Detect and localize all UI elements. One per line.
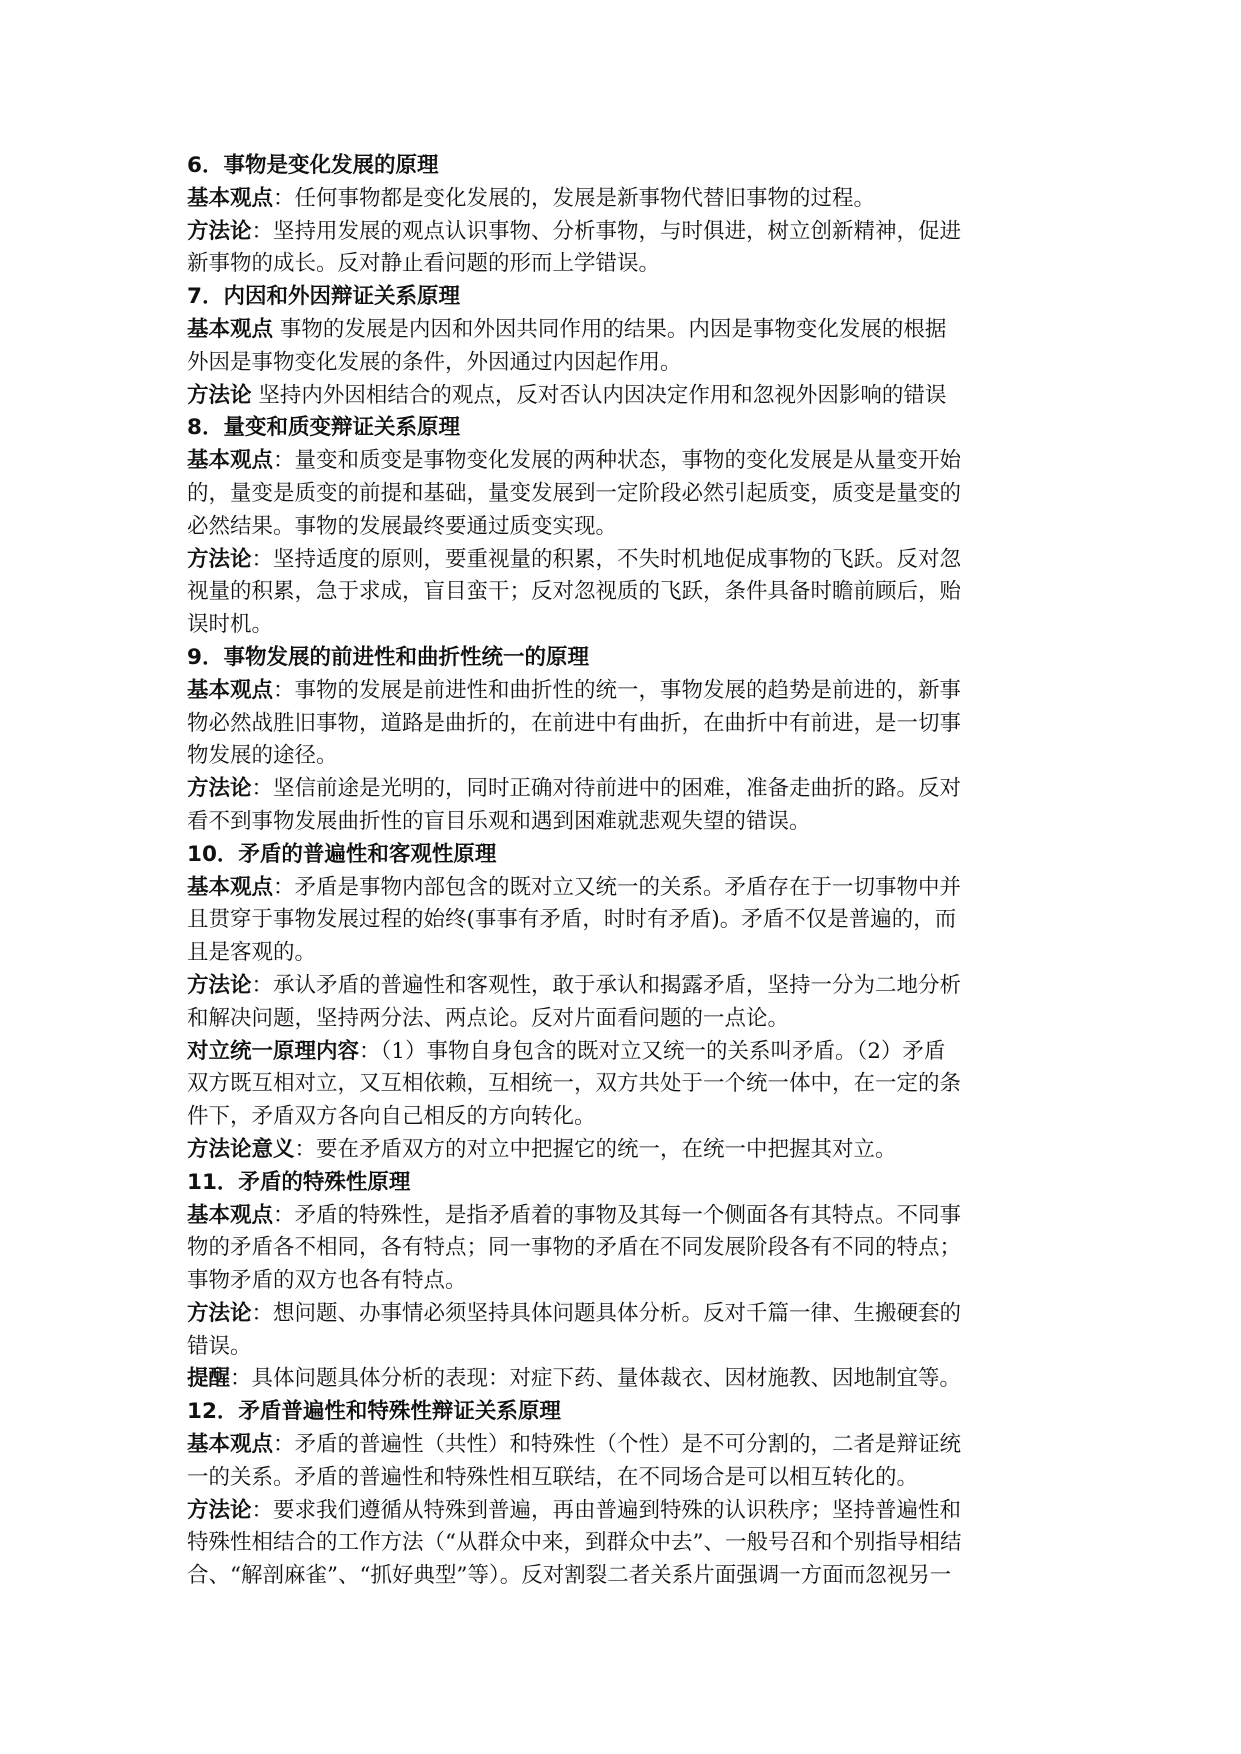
term-label: 基本观点	[187, 448, 274, 474]
paragraph-line	[187, 544, 1077, 577]
paragraph-line	[187, 1265, 1077, 1298]
section-heading: 6．事物是变化发展的原理	[187, 153, 439, 178]
paragraph-line	[187, 806, 1077, 839]
paragraph-line	[187, 609, 1077, 642]
paragraph-line	[187, 1429, 1077, 1462]
section-heading: 12．矛盾普遍性和特殊性辩证关系原理	[187, 1399, 561, 1425]
line-text: 视量的积累，急于求成，盲目蛮干；反对忽视质的飞跃，条件具备时瞻前顾后，贻	[187, 579, 962, 605]
paragraph-line	[187, 1068, 1077, 1101]
line-text: 的，量变是质变的前提和基础，量变发展到一定阶段必然引起质变，质变是量变的	[187, 480, 962, 506]
term-label: 基本观点	[187, 677, 274, 703]
line-text: 物的矛盾各不相同，各有特点；同一事物的矛盾在不同发展阶段各有不同的特点；	[187, 1235, 962, 1261]
line-text: 看不到事物发展曲折性的盲目乐观和遇到困难就悲观失望的错误。	[187, 808, 811, 834]
paragraph-line	[187, 1331, 1077, 1364]
line-text: 物必然战胜旧事物，道路是曲折的，在前进中有曲折，在曲折中有前进，是一切事	[187, 710, 962, 736]
term-label: 方法论	[187, 382, 252, 408]
term-label: 方法论	[187, 972, 252, 998]
term-label: 方法论	[187, 218, 252, 244]
term-label: 对立统一原理内容	[187, 1038, 360, 1064]
paragraph-line	[187, 380, 1077, 413]
term-label: 基本观点	[187, 1432, 274, 1458]
term-label: 基本观点	[187, 185, 274, 211]
section-heading: 9．事物发展的前进性和曲折性统一的原理	[187, 644, 589, 670]
line-text: ：矛盾的普遍性（共性）和特殊性（个性）是不可分割的，二者是辩证统	[273, 1432, 962, 1458]
term-label: 方法论	[187, 546, 252, 572]
line-text: 且是客观的。	[187, 940, 317, 966]
paragraph-line	[187, 478, 1077, 511]
line-text: 事物的发展是内因和外因共同作用的结果。内因是事物变化发展的根据	[273, 316, 947, 342]
line-text: ：承认矛盾的普遍性和客观性，敢于承认和揭露矛盾，坚持一分为二地分析	[251, 972, 962, 998]
line-text: ：要求我们遵循从特殊到普遍，再由普遍到特殊的认识秩序；坚持普遍性和	[251, 1497, 962, 1523]
line-text: ：矛盾的特殊性，是指矛盾着的事物及其每一个侧面各有其特点。不同事	[273, 1202, 962, 1228]
line-text: ：量变和质变是事物变化发展的两种状态，事物的变化发展是从量变开始	[273, 448, 962, 474]
paragraph-line	[187, 511, 1077, 544]
document-page	[187, 150, 1077, 1593]
line-text: ：任何事物都是变化发展的，发展是新事物代替旧事物的过程。	[273, 185, 876, 211]
paragraph-line	[187, 1232, 1077, 1265]
paragraph-line	[187, 937, 1077, 970]
paragraph-line	[187, 216, 1077, 249]
line-text: ：事物的发展是前进性和曲折性的统一，事物发展的趋势是前进的，新事	[273, 677, 962, 703]
section-heading: 10．矛盾的普遍性和客观性原理	[187, 841, 497, 867]
line-text: 双方既互相对立，又互相依赖，互相统一，双方共处于一个统一体中，在一定的条	[187, 1071, 962, 1097]
paragraph-line	[187, 314, 1077, 347]
line-text: ：坚持用发展的观点认识事物、分析事物，与时俱进，树立创新精神，促进	[251, 218, 962, 244]
line-text: 和解决问题，坚持两分法、两点论。反对片面看问题的一点论。	[187, 1005, 790, 1031]
line-text: 物发展的途径。	[187, 743, 338, 769]
line-text: ：坚持适度的原则，要重视量的积累，不失时机地促成事物的飞跃。反对忽	[251, 546, 962, 572]
paragraph-line	[187, 675, 1077, 708]
term-label: 基本观点	[187, 1202, 274, 1228]
paragraph-line	[187, 904, 1077, 937]
paragraph-line	[187, 248, 1077, 281]
paragraph-line	[187, 970, 1077, 1003]
line-text: 错误。	[187, 1333, 252, 1359]
paragraph-line	[187, 1036, 1077, 1069]
paragraph-line	[187, 1101, 1077, 1134]
paragraph-line	[187, 872, 1077, 905]
paragraph-line	[187, 1527, 1077, 1560]
paragraph-line	[187, 740, 1077, 773]
line-text: 一的关系。矛盾的普遍性和特殊性相互联结，在不同场合是可以相互转化的。	[187, 1464, 919, 1490]
paragraph-line	[187, 1298, 1077, 1331]
line-text: ：想问题、办事情必须坚持具体问题具体分析。反对千篇一律、生搬硬套的	[251, 1300, 962, 1326]
paragraph-line	[187, 1003, 1077, 1036]
line-text: 特殊性相结合的工作方法（“从群众中来，到群众中去”、一般号召和个别指导相结	[187, 1530, 962, 1556]
line-text: ：要在矛盾双方的对立中把握它的统一，在统一中把握其对立。	[294, 1136, 897, 1162]
section-heading: 11．矛盾的特殊性原理	[187, 1169, 411, 1195]
paragraph-line	[187, 347, 1077, 380]
term-label: 方法论	[187, 1497, 252, 1523]
term-label: 方法论意义	[187, 1136, 295, 1162]
paragraph-line	[187, 445, 1077, 478]
line-text: 必然结果。事物的发展最终要通过质变实现。	[187, 513, 618, 539]
line-text: 外因是事物变化发展的条件，外因通过内因起作用。	[187, 349, 682, 375]
line-text: ：坚信前途是光明的，同时正确对待前进中的困难，准备走曲折的路。反对	[251, 776, 962, 802]
paragraph-line	[187, 1200, 1077, 1233]
line-text: ：矛盾是事物内部包含的既对立又统一的关系。矛盾存在于一切事物中并	[273, 874, 962, 900]
paragraph-line	[187, 576, 1077, 609]
paragraph-line	[187, 1462, 1077, 1495]
paragraph-line	[187, 1560, 1077, 1593]
paragraph-line	[187, 1134, 1077, 1167]
line-text: 事物矛盾的双方也各有特点。	[187, 1268, 467, 1294]
paragraph-line	[187, 1495, 1077, 1528]
term-label: 基本观点	[187, 874, 274, 900]
term-label: 提醒	[187, 1366, 231, 1392]
line-text: 合、“解剖麻雀”、“抓好典型”等）。反对割裂二者关系片面强调一方面而忽视另一	[187, 1563, 952, 1589]
section-heading: 7．内因和外因辩证关系原理	[187, 284, 460, 310]
line-text: ：具体问题具体分析的表现：对症下药、量体裁衣、因材施教、因地制宜等。	[230, 1366, 962, 1392]
line-text: 误时机。	[187, 612, 274, 638]
line-text: 件下，矛盾双方各向自己相反的方向转化。	[187, 1104, 596, 1130]
line-text: 坚持内外因相结合的观点，反对否认内因决定作用和忽视外因影响的错误	[251, 382, 947, 408]
line-text: 新事物的成长。反对静止看问题的形而上学错误。	[187, 251, 661, 277]
paragraph-line	[187, 708, 1077, 741]
term-label: 方法论	[187, 1300, 252, 1326]
paragraph-line	[187, 773, 1077, 806]
line-text: 且贯穿于事物发展过程的始终(事事有矛盾，时时有矛盾)。矛盾不仅是普遍的，而	[187, 907, 957, 933]
term-label: 方法论	[187, 776, 252, 802]
paragraph-line	[187, 1363, 1077, 1396]
line-text: ：（1）事物自身包含的既对立又统一的关系叫矛盾。（2）矛盾	[359, 1038, 946, 1064]
term-label: 基本观点	[187, 316, 274, 342]
paragraph-line	[187, 183, 1077, 216]
section-heading: 8．量变和质变辩证关系原理	[187, 415, 460, 441]
document-body	[187, 150, 1077, 1593]
